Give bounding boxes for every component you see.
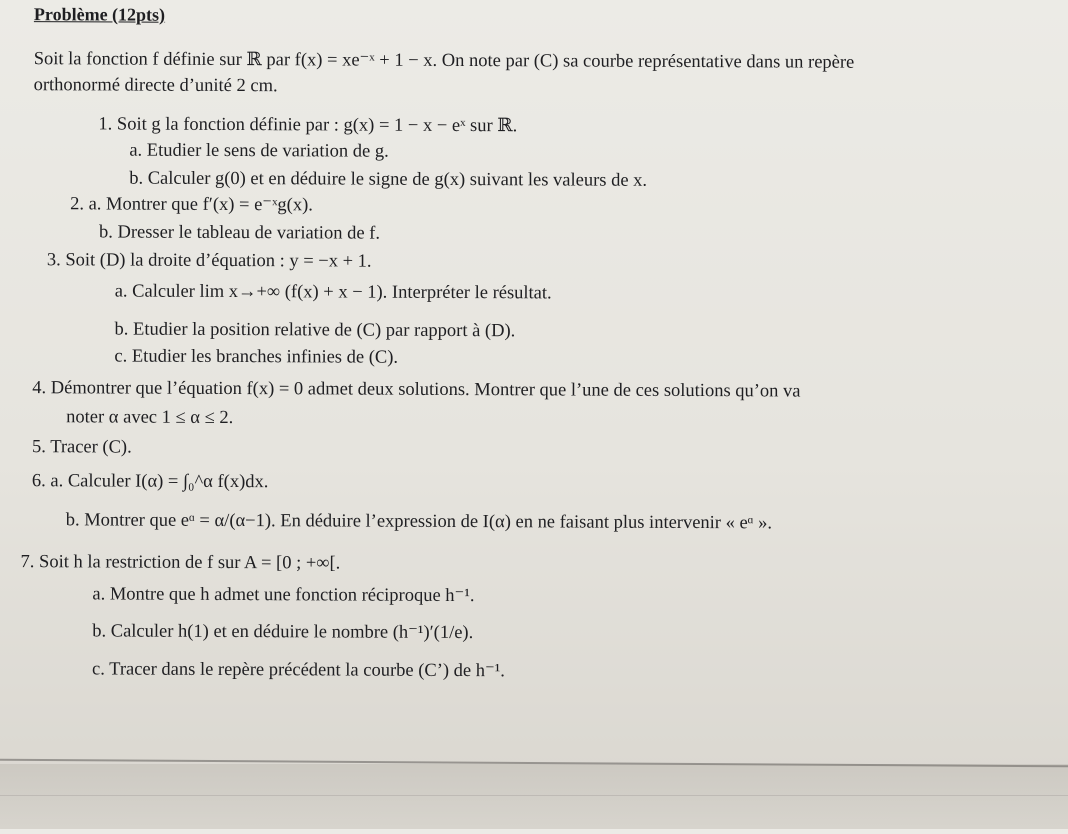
question-1a: a. Etudier le sens de variation de g. — [129, 140, 389, 162]
question-5: 5. Tracer (C). — [32, 437, 132, 458]
question-3b: b. Etudier la position relative de (C) par rapport à (D). — [114, 319, 516, 342]
question-1b: b. Calculer g(0) et en déduire le signe de g(x) suivant les valeurs de x. — [129, 168, 648, 191]
question-6b: b. Montrer que eᵅ = α/(α−1). En déduire l’expression de I(α) en ne faisant plus intervenir « eᵅ ». — [65, 510, 773, 534]
problem-title: Problème (12pts) — [33, 4, 166, 25]
question-3c: c. Etudier les branches infinies de (C). — [114, 346, 399, 368]
question-3a: a. Calculer lim x→+∞ (f(x) + x − 1). Interpréter le résultat. — [114, 281, 552, 304]
question-1: 1. Soit g la fonction définie par : g(x) = 1 − x − eˣ sur ℝ. — [98, 114, 518, 137]
question-4: 4. Démontrer que l’équation f(x) = 0 admet deux solutions. Montrer que l’une de ces solutions qu’on va — [32, 378, 801, 402]
question-2b: b. Dresser le tableau de variation de f. — [98, 222, 381, 244]
question-4-continued: noter α avec 1 ≤ α ≤ 2. — [66, 407, 234, 429]
intro-line-2: orthonormé directe d’unité 2 cm. — [33, 75, 278, 97]
lower-guide-line — [0, 795, 1068, 796]
question-7a: a. Montre que h admet une fonction réciproque h⁻¹. — [92, 584, 475, 607]
question-7c: c. Tracer dans le repère précédent la courbe (C’) de h⁻¹. — [92, 659, 505, 682]
question-7b: b. Calculer h(1) et en déduire le nombre (h⁻¹)′(1/e). — [92, 621, 474, 644]
question-3: 3. Soit (D) la droite d’équation : y = −x + 1. — [46, 250, 372, 272]
question-6a: 6. a. Calculer I(α) = ∫₀^α f(x)dx. — [31, 471, 269, 493]
question-2a: 2. a. Montrer que f′(x) = e⁻ˣg(x). — [70, 194, 313, 216]
lower-paper-shadow — [0, 764, 1068, 829]
intro-line-1: Soit la fonction f définie sur ℝ par f(x) = xe⁻ˣ + 1 − x. On note par (C) sa courbe représentative dans un repère — [33, 49, 855, 73]
question-7: 7. Soit h la restriction de f sur A = [0 ; +∞[. — [20, 552, 341, 574]
